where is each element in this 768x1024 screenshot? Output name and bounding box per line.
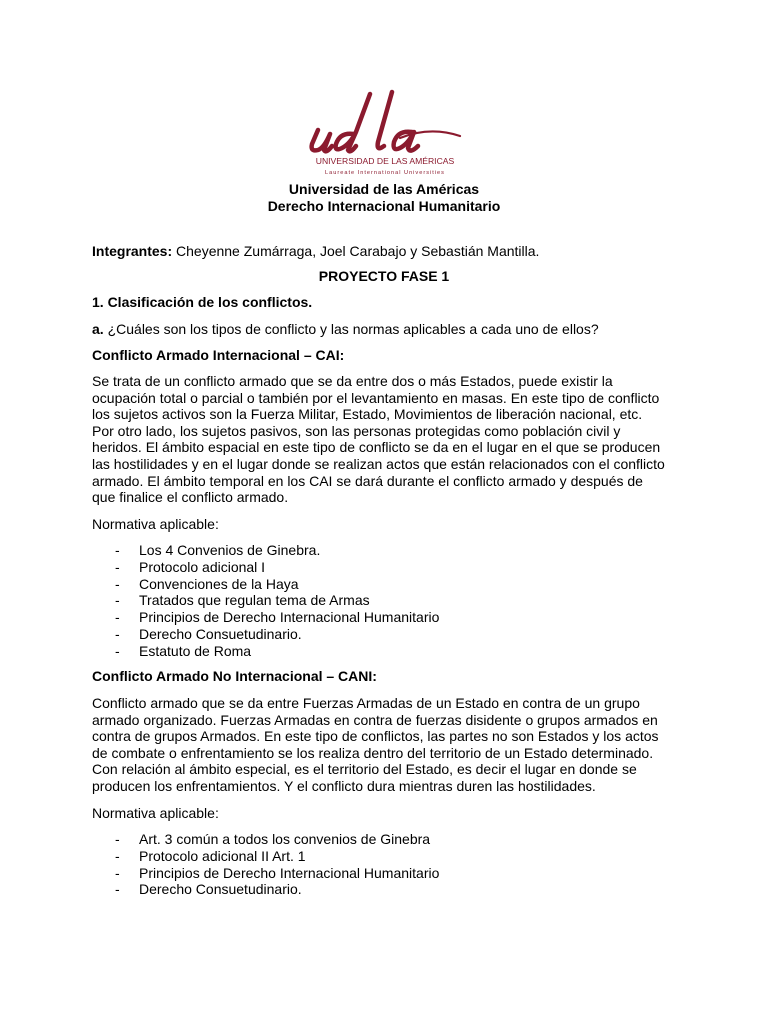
cani-line: de combate o enfrentamiento se los realiza dentro del territorio de un Estado determinado. [92,744,654,761]
cai-line: armado. El ámbito temporal en los CAI se dará durante el conflicto armado y después de [92,472,643,489]
list-item: - Principios de Derecho Internacional Humanitario [115,864,440,881]
list-item: - Art. 3 común a todos los convenios de Ginebra [115,831,431,847]
cani-line: armado organizado. Fuerzas Armadas en contra de fuerzas disidente o grupos armados en [92,711,658,728]
cai-line: las hostilidades y en el lugar donde se realizan actos que están relacionados con el conflicto [92,455,665,472]
cani-norms-list [92,831,652,898]
cai-line: heridos. El ámbito espacial en este tipo de conflicto se da en el lugar en el que se producen [92,439,661,456]
cai-line: Por otro lado, los sujetos pasivos, son las personas protegidas como población civil y [92,422,621,439]
cani-line: Conflicto armado que se da entre Fuerzas Armadas de un Estado en contra de un grupo [92,695,640,711]
cai-paragraph [92,373,682,506]
project-title: PROYECTO FASE 1 [318,268,450,284]
cani-line: contra de grupos Armados. En este tipo de conflictos, las partes no son Estados y los actos [92,728,659,745]
cai-norms-label: Normativa aplicable: [92,516,219,532]
list-item: - Los 4 Convenios de Ginebra. [115,542,321,558]
university-logo [300,86,470,180]
logo-tagline: Laureate International Universities [325,170,445,176]
cai-norms-list [92,542,652,660]
section-title: 1. Clasificación de los conflictos. [92,294,313,310]
question-label: a. [92,321,104,337]
cai-title: Conflicto Armado Internacional – CAI: [92,347,345,363]
members-names: Cheyenne Zumárraga, Joel Carabajo y Sebastián Mantilla. [176,243,540,259]
header-course: Derecho Internacional Humanitario [267,198,501,214]
cani-line: producen los enfrentamientos. Y el conflicto dura mientras duren las hostilidades. [92,777,596,794]
list-item: - Derecho Consuetudinario. [115,881,302,898]
list-item: - Principios de Derecho Internacional Humanitario [115,609,440,626]
header-university: Universidad de las Américas [288,181,480,197]
cani-title: Conflicto Armado No Internacional – CANI: [92,668,377,684]
list-item: - Derecho Consuetudinario. [115,625,302,642]
cai-line: Se trata de un conflicto armado que se da entre dos o más Estados, puede existir la [92,373,613,389]
list-item: - Protocolo adicional I [115,558,266,575]
logo-university-name: UNIVERSIDAD DE LAS AMÉRICAS [315,156,455,166]
list-item: - Estatuto de Roma [115,642,252,659]
list-item: - Tratados que regulan tema de Armas [115,592,370,609]
udla-logo-graphic [300,86,470,180]
list-item: - Protocolo adicional II Art. 1 [115,847,306,864]
cai-line: ocupación total o parcial o también por el levantamiento en masas. En este tipo de conflicto [92,389,660,406]
question-line [92,321,682,338]
members-label: Integrantes: [92,243,173,259]
cai-line: los sujetos activos son la Fuerza Militar, Estado, Movimientos de liberación nacional, etc. [92,406,643,423]
cani-line: Con relación al ámbito especial, es el territorio del Estado, es decir el lugar en donde se [92,761,637,778]
members-line [92,243,682,260]
list-item: - Convenciones de la Haya [115,575,299,592]
question-text: ¿Cuáles son los tipos de conflicto y las normas aplicables a cada uno de ellos? [107,321,599,337]
cani-norms-label: Normativa aplicable: [92,805,219,821]
cani-paragraph [92,695,682,795]
cai-line: que finalice el conflicto armado. [92,489,289,506]
